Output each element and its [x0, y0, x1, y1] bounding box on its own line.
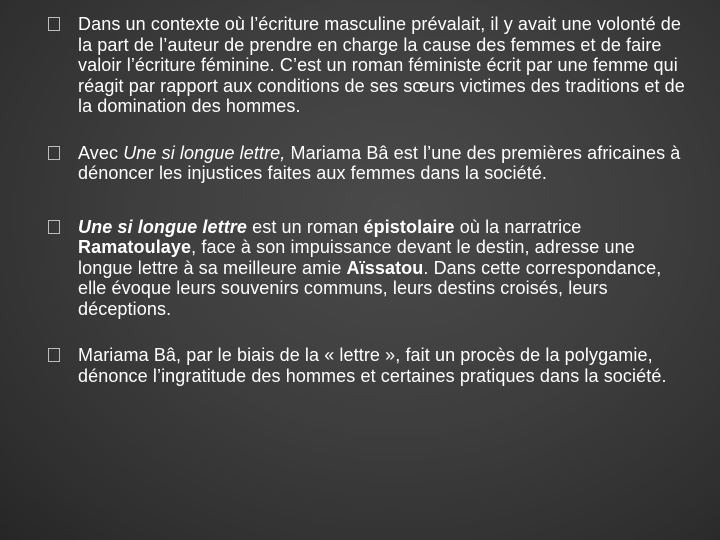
square-bullet-icon: [48, 220, 60, 234]
genre-term: épistolaire: [363, 216, 455, 237]
bullet-text-part: est un roman: [247, 216, 364, 237]
book-title: Une si longue lettre: [78, 216, 248, 237]
square-bullet-icon: [48, 348, 60, 362]
character-name: Ramatoulaye: [78, 237, 192, 257]
bullet-text-part: . Dans cette correspondance, elle évoque leurs souvenirs communs, leurs destins croisés, leurs déceptions.: [78, 257, 662, 319]
bullet-text: Mariama Bâ, par le biais de la « lettre », fait un procès de la polygamie, dénonce l’ingratitude des hommes et certaines pratiques dans la société.: [78, 345, 667, 386]
bullet-text-part: Avec: [78, 142, 124, 163]
square-bullet-icon: [48, 146, 60, 160]
bullet-text-part: où la narratrice: [454, 216, 582, 237]
book-title: Une si longue lettre,: [123, 142, 286, 163]
bullet-list: [48, 14, 688, 412]
square-bullet-icon: [48, 17, 60, 31]
bullet-text: Dans un contexte où l’écriture masculine prévalait, il y avait une volonté de la part de l’auteur de prendre en charge la cause des femmes et de faire valoir l’écriture féminine. C’est un roman féministe écrit par une femme qui réagit par rapport aux conditions de ses sœurs victimes des traditions et de la domination des hommes.: [78, 14, 685, 116]
bullet-item-novel: [48, 217, 688, 320]
bullet-item-critique: [48, 345, 688, 386]
bullet-text-part: , face à son impuissance devant le destin, adresse une longue lettre à sa meilleure amie: [78, 237, 635, 278]
bullet-item-author: [48, 143, 688, 184]
bullet-text-part: Mariama Bâ est l’une des premières africaines à dénoncer les injustices faites aux femmes dans la société.: [78, 142, 681, 183]
bullet-item-context: [48, 14, 688, 117]
character-name: Aïssatou: [346, 257, 424, 278]
